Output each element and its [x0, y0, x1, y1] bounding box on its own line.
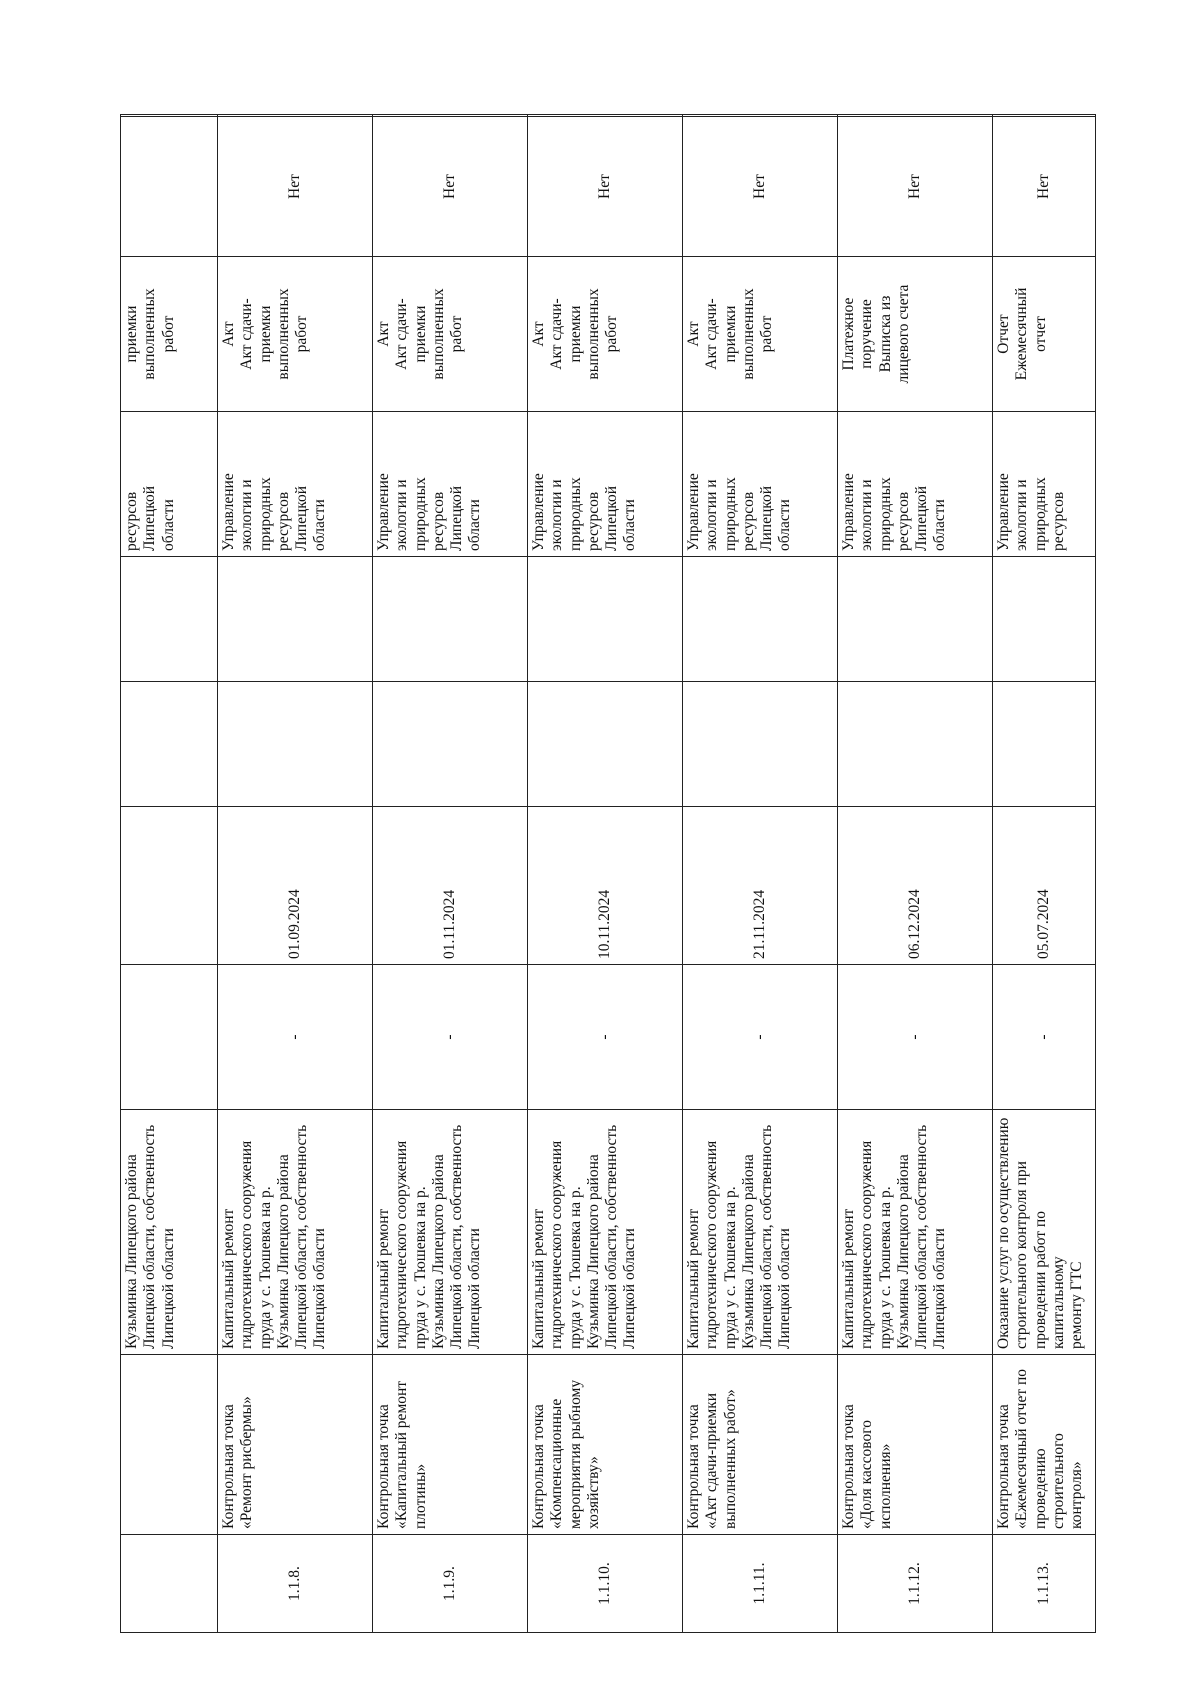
edge-cell — [373, 115, 528, 117]
num-text: 1.1.13. — [1034, 1562, 1052, 1605]
object-text: Оказание услуг по осуществлению строительного контроля при проведении работ по капитальному ремонту ГТС — [995, 1117, 1086, 1349]
cont-empty-cell-2 — [121, 557, 218, 682]
flag-cell — [838, 117, 993, 257]
name-text: Контрольная точка «Доля кассового исполнения» — [840, 1404, 894, 1529]
name-text: Контрольная точка «Ремонт рисбермы» — [220, 1396, 256, 1529]
responsible-text: Управление экологии и природных ресурсов Липецкой области — [375, 473, 484, 551]
flag-text: Нет — [285, 174, 303, 199]
empty-cell-2 — [683, 557, 838, 682]
name-text: Контрольная точка «Ежемесячный отчет по проведению строительного контроля» — [995, 1368, 1086, 1529]
num-text: 1.1.11. — [750, 1562, 768, 1605]
edge-cell — [683, 115, 838, 117]
responsible-text: Управление экологии и природных ресурсов Липецкой области — [530, 473, 639, 551]
cont-object-text: Кузьминка Липецкого района Липецкой области, собственность Липецкой области — [123, 1124, 177, 1349]
cont-object-cell — [121, 1110, 218, 1355]
document-cell — [528, 257, 683, 412]
num-text: 1.1.10. — [595, 1562, 613, 1605]
name-cell — [218, 1355, 373, 1535]
dash-text: - — [1034, 1034, 1052, 1040]
dash-cell — [373, 965, 528, 1110]
flag-text: Нет — [905, 174, 923, 199]
control-points-table — [120, 114, 1096, 1633]
object-cell — [373, 1110, 528, 1355]
name-text: Контрольная точка «Компенсационные мероприятия рыбному хозяйству» — [530, 1379, 602, 1529]
empty-cell-1 — [683, 682, 838, 807]
document-cell — [218, 257, 373, 412]
date-text: 10.11.2024 — [595, 889, 613, 959]
flag-cell — [373, 117, 528, 257]
num-text: 1.1.8. — [285, 1566, 303, 1601]
dash-text: - — [440, 1034, 458, 1040]
responsible-cell — [993, 412, 1096, 557]
flag-text: Нет — [750, 174, 768, 199]
responsible-text: Управление экологии и природных ресурсов Липецкой области — [685, 473, 794, 551]
dash-text: - — [750, 1034, 768, 1040]
empty-cell-1 — [373, 682, 528, 807]
document-text: Платежное поручение Выписка из лицевого счета — [840, 284, 912, 384]
cont-date-cell — [121, 807, 218, 965]
table-row — [528, 115, 683, 1633]
date-cell — [683, 807, 838, 965]
empty-cell-1 — [993, 682, 1096, 807]
flag-text: Нет — [440, 174, 458, 199]
cont-flag-cell — [121, 117, 218, 257]
cont-responsible-text: ресурсов Липецкой области — [123, 485, 177, 551]
empty-cell-2 — [993, 557, 1096, 682]
dash-text: - — [285, 1034, 303, 1040]
document-cell — [993, 257, 1096, 412]
document-text: Отчет Ежемесячный отчет — [995, 287, 1049, 381]
flag-cell — [218, 117, 373, 257]
responsible-text: Управление экологии и природных ресурсов Липецкой области — [840, 473, 949, 551]
document-text: Акт Акт сдачи- приемки выполненных работ — [530, 288, 621, 380]
name-text: Контрольная точка «Капитальный ремонт плотины» — [375, 1380, 429, 1529]
empty-cell-1 — [218, 682, 373, 807]
object-text: Капитальный ремонт гидротехнического сооружения пруда у с. Тюшевка на р. Кузьминка Липецкого района Липецкой области, собственность Липецкой области — [375, 1124, 484, 1349]
table-row — [373, 115, 528, 1633]
empty-cell-2 — [218, 557, 373, 682]
empty-cell-1 — [838, 682, 993, 807]
date-cell — [838, 807, 993, 965]
document-text: Акт Акт сдачи- приемки выполненных работ — [375, 288, 466, 380]
object-cell — [683, 1110, 838, 1355]
table-row — [218, 115, 373, 1633]
empty-cell-2 — [838, 557, 993, 682]
dash-cell — [683, 965, 838, 1110]
continuation-row — [121, 115, 218, 1633]
cont-document-text: приемки выполненных работ — [123, 288, 177, 380]
rotated-table-wrapper — [120, 115, 1125, 1633]
cont-responsible-cell — [121, 412, 218, 557]
flag-text: Нет — [1034, 174, 1052, 199]
name-cell — [373, 1355, 528, 1535]
num-cell — [838, 1535, 993, 1633]
name-cell — [528, 1355, 683, 1535]
object-text: Капитальный ремонт гидротехнического сооружения пруда у с. Тюшевка на р. Кузьминка Липецкого района Липецкой области, собственность Липецкой области — [685, 1124, 794, 1349]
object-cell — [993, 1110, 1096, 1355]
name-cell — [683, 1355, 838, 1535]
document-text: Акт Акт сдачи- приемки выполненных работ — [685, 288, 776, 380]
cont-num-cell — [121, 1535, 218, 1633]
responsible-cell — [683, 412, 838, 557]
cont-document-cell — [121, 257, 218, 412]
num-text: 1.1.9. — [440, 1566, 458, 1601]
flag-text: Нет — [595, 174, 613, 199]
responsible-cell — [528, 412, 683, 557]
date-text: 06.12.2024 — [905, 889, 923, 959]
edge-cell — [993, 115, 1096, 117]
object-text: Капитальный ремонт гидротехнического сооружения пруда у с. Тюшевка на р. Кузьминка Липецкого района Липецкой области, собственность Липецкой области — [220, 1124, 329, 1349]
name-text: Контрольная точка «Акт сдачи-приемки выполненных работ» — [685, 1389, 739, 1529]
dash-text: - — [905, 1034, 923, 1040]
dash-cell — [218, 965, 373, 1110]
date-cell — [373, 807, 528, 965]
responsible-cell — [373, 412, 528, 557]
responsible-cell — [838, 412, 993, 557]
dash-cell — [993, 965, 1096, 1110]
responsible-text: Управление экологии и природных ресурсов Липецкой области — [220, 473, 329, 551]
empty-cell-2 — [528, 557, 683, 682]
cont-dash-cell — [121, 965, 218, 1110]
object-cell — [838, 1110, 993, 1355]
object-cell — [528, 1110, 683, 1355]
num-cell — [218, 1535, 373, 1633]
name-cell — [993, 1355, 1096, 1535]
date-text: 01.11.2024 — [440, 889, 458, 959]
dash-text: - — [595, 1034, 613, 1040]
table-row — [993, 115, 1096, 1633]
num-cell — [993, 1535, 1096, 1633]
num-cell — [528, 1535, 683, 1633]
document-text: Акт Акт сдачи- приемки выполненных работ — [220, 288, 311, 380]
num-cell — [683, 1535, 838, 1633]
document-cell — [373, 257, 528, 412]
object-text: Капитальный ремонт гидротехнического сооружения пруда у с. Тюшевка на р. Кузьминка Липецкого района Липецкой области, собственность Липецкой области — [840, 1124, 949, 1349]
dash-cell — [528, 965, 683, 1110]
date-cell — [528, 807, 683, 965]
flag-cell — [683, 117, 838, 257]
responsible-cell — [218, 412, 373, 557]
cont-empty-cell-1 — [121, 682, 218, 807]
empty-cell-1 — [528, 682, 683, 807]
edge-cell — [218, 115, 373, 117]
document-cell — [683, 257, 838, 412]
flag-cell — [528, 117, 683, 257]
edge-cell — [838, 115, 993, 117]
date-text: 21.11.2024 — [750, 889, 768, 959]
date-text: 05.07.2024 — [1034, 889, 1052, 959]
object-text: Капитальный ремонт гидротехнического сооружения пруда у с. Тюшевка на р. Кузьминка Липецкого района Липецкой области, собственность Липецкой области — [530, 1124, 639, 1349]
cont-edge-cell — [121, 115, 218, 117]
responsible-text: Управление экологии и природных ресурсов — [995, 473, 1067, 551]
document-cell — [838, 257, 993, 412]
num-cell — [373, 1535, 528, 1633]
empty-cell-2 — [373, 557, 528, 682]
num-text: 1.1.12. — [905, 1562, 923, 1605]
cont-name-cell — [121, 1355, 218, 1535]
date-cell — [218, 807, 373, 965]
object-cell — [218, 1110, 373, 1355]
table-row — [838, 115, 993, 1633]
dash-cell — [838, 965, 993, 1110]
table-row — [683, 115, 838, 1633]
date-text: 01.09.2024 — [285, 889, 303, 959]
name-cell — [838, 1355, 993, 1535]
edge-cell — [528, 115, 683, 117]
date-cell — [993, 807, 1096, 965]
flag-cell — [993, 117, 1096, 257]
